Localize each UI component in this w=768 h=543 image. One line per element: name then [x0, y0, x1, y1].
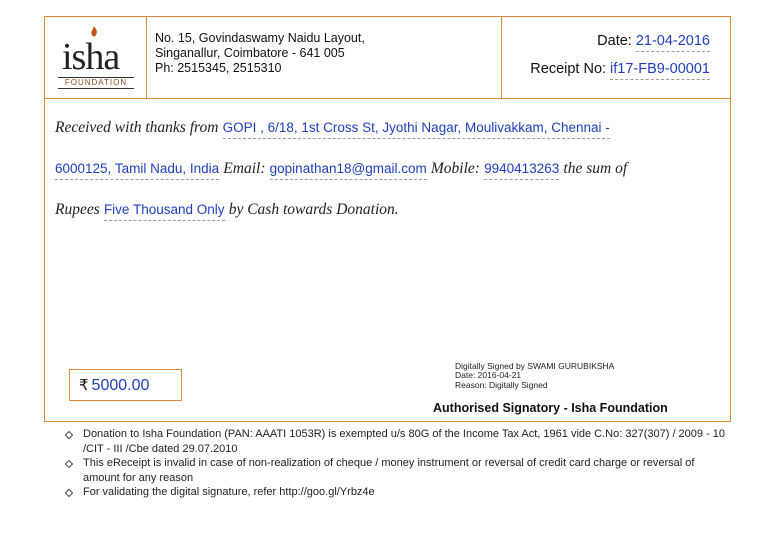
date-value: 21-04-2016 — [636, 33, 710, 52]
address-line-1: No. 15, Govindaswamy Naidu Layout, — [155, 31, 365, 45]
footnotes — [66, 427, 734, 500]
amount-value: 5000.00 — [91, 377, 150, 394]
date-row — [597, 33, 710, 49]
signature-reason: Reason: Digitally Signed — [455, 380, 548, 390]
organization-address — [148, 17, 502, 98]
receipt-frame — [44, 16, 731, 422]
receipt-number-label: Receipt No: — [530, 61, 607, 77]
logo-wordmark: isha — [62, 36, 120, 78]
address-line-3: Ph: 2515345, 2515310 — [155, 61, 282, 75]
address-line-2: Singanallur, Coimbatore - 641 005 — [155, 46, 345, 60]
footnote-text: This eReceipt is invalid in case of non-realization of cheque / money instrument or reversal of credit card charge or reversal of amount for any reason — [83, 457, 695, 484]
signature-signed-by: Digitally Signed by SWAMI GURUBIKSHA — [455, 361, 615, 371]
received-line — [55, 119, 610, 137]
bullet-icon — [65, 431, 73, 439]
email-value: gopinathan18@gmail.com — [270, 161, 427, 180]
mobile-label: Mobile: — [430, 160, 480, 177]
receipt-number-value: if17-FB9-00001 — [610, 61, 710, 80]
date-label: Date: — [597, 33, 632, 49]
bullet-icon — [65, 489, 73, 497]
payment-text: by Cash towards Donation. — [228, 201, 399, 218]
footnote-item — [66, 485, 734, 500]
signature-date: Date: 2016-04-21 — [455, 370, 522, 380]
received-label: Received with thanks from — [55, 119, 219, 136]
bullet-icon — [65, 460, 73, 468]
receipt-header — [45, 17, 730, 99]
logo-subtitle: FOUNDATION — [58, 77, 134, 89]
footnote-text: Donation to Isha Foundation (PAN: AAATI 1053R) is exempted u/s 80G of the Income Tax Act, 1961 vide C.No: 327(307) / 2009 - 10 /CIT - III /Cbe dated 29.07.2010 — [83, 428, 726, 455]
amount-words-line — [55, 201, 399, 219]
rupees-label: Rupees — [55, 201, 100, 218]
receipt-number-row — [530, 61, 710, 77]
footnote-text: For validating the digital signature, refer http://goo.gl/Yrbz4e — [83, 486, 375, 498]
contact-line — [55, 160, 627, 178]
footnote-item — [66, 427, 734, 456]
receipt-meta — [501, 17, 730, 98]
footnote-item — [66, 456, 734, 485]
logo — [45, 17, 147, 98]
rupee-icon: ₹ — [79, 377, 89, 394]
donor-address-part-2: 6000125, Tamil Nadu, India — [55, 161, 219, 180]
authorised-signatory: Authorised Signatory - Isha Foundation — [433, 401, 668, 415]
email-label: Email: — [223, 160, 266, 177]
amount-in-words: Five Thousand Only — [104, 202, 225, 221]
mobile-value: 9940413263 — [484, 161, 559, 180]
donor-address-part-1: GOPI , 6/18, 1st Cross St, Jyothi Nagar, Moulivakkam, Chennai - — [223, 120, 610, 139]
amount-box — [69, 369, 182, 401]
sum-label: the sum of — [563, 160, 628, 177]
